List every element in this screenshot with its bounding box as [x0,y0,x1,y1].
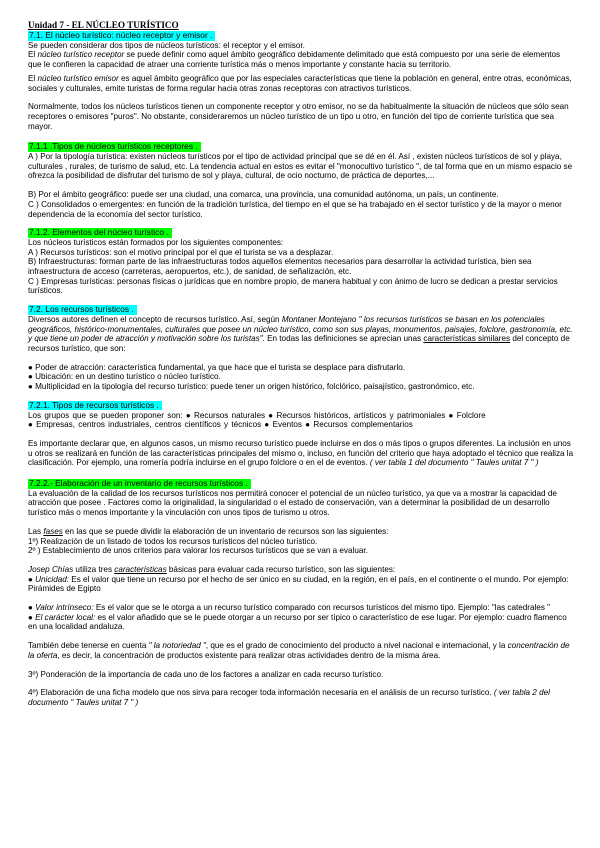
bullet-multiplicidad: ● Multiplicidad en la tipología del recurso turístico: puede tener un origen histórico, folclórico, paisajístico, gastronómico, etc. [28,382,475,392]
step-4: 4º) Elaboración de una ficha modelo que nos sirva para recoger toda información necesaria en el análisis de un recurso turístico. ( ver tabla 2 del documento " Taules unitat 7 " ) [28,688,550,707]
heading-7-1-1: 7.1.1 .Tipos de núcleos turísticos receptores . [28,142,201,152]
bullet-ubicacion: ● Ubicación: en un destino turístico o núcleo turístico. [28,372,221,382]
heading-7-2-2: 7.2.2.- Elaboración de un inventario de recursos turísticos . [28,479,251,489]
paragraph-7-2: Diversos autores definen el concepto de recursos turístico. Así, según Montaner Montejano " los recursos turísticos se basan en los potenciales geográficos, histórico-monumentales, culturales que posee un núcleo turístico, como son sus playas, monumentos, paisajes, folclore, gastronomía, etc. y que tiene un poder de atracción y motivación sobre los turistas". En todas las definiciones se aprecian unas características similares del concepto de recursos turístico, que son: [28,314,573,353]
paragraph-fases: Las fases en las que se puede dividir la elaboración de un inventario de recursos son las siguientes: [28,526,389,536]
paragraph-7-1-intro: Se pueden considerar dos tipos de núcleos turísticos: el receptor y el emisor. [28,40,305,50]
heading-7-1: 7.1. El núcleo turístico: núcleo receptor y emisor . [28,31,215,41]
paragraph-7-1-1-c: C ) Consolidados o emergentes: en función de la tradición turística, del tiempo en el que se ha trabajado en el sector turístico y de la mayor o menor dependencia de la economía del sector turístico. [28,199,562,219]
paragraph-7-2-1-note: Es importante declarar que, en algunos casos, un mismo recurso turístico puede incluirse en dos o más tipos o grupos diferentes. La inclusión en unos u otros se realizará en función de las características principales del mismo o, incluso, en función del criterio que haya adoptado el técnico que realiza la clasificación. Por ejemplo, una romería podría incluirse en el grupo folclore o en el de eventos. ( ver tabla 1 del documento " Taules unitat 7 " ) [28,438,574,468]
paragraph-7-1-1-b: B) Por el ámbito geográfico: puede ser una ciudad, una comarca, una provincia, una comunidad autónoma, un país, un continente. [28,190,499,200]
bullet-valor-intrinseco: ● Valor intrínseco: Es el valor que se le otorga a un recurso turístico comparado con recursos turísticos del mismo tipo. Ejemplo: "las catedrales " [28,603,551,613]
paragraph-7-1-2-b: B) Infraestructuras: forman parte de las infraestructuras todos aquellos elementos necesarios para desarrollar la actividad turística, bien sea infraestructura de acceso (carreteras, aeropuertos, etc.), de sanidad, de señalización, etc. [28,257,532,277]
paragraph-7-1-1-a: A ) Por la tipología turística: existen núcleos turísticos por el tipo de actividad principal que se dé en él. Así , existen núcleos turísticos de sol y playa, culturales , rurales, de turismo de salud, etc. La tendencia actual en estos es evitar el "monocultivo turístico ", de tal forma que en un mismo espacio se ofrezca la posibilidad de disfrutar del turismo de sol y playa, cultural, de ocio nocturno, de práctica de deportes,... [28,152,573,181]
heading-7-2-1: 7.2.1. Tipos de recursos turísticos . [28,401,162,411]
paragraph-7-1-2-c: C ) Empresas turísticas: personas físicas o jurídicas que en nombre propio, de manera habitual y con ánimo de lucro se dedican a prestar servicios turísticos. [28,276,558,296]
paragraph-receptor: El núcleo turístico receptor se puede definir como aquel ámbito geográfico debidamente delimitado que está compuesto por una serie de elementos que le confieren la capacidad de atraer una corriente turística más o menos importante y constante hacia su territorio. [28,50,561,70]
step-1: 1º) Realización de un listado de todos los recursos turísticos del núcleo turístico. [28,536,318,546]
heading-7-1-2: 7.1.2. Elementos del núcleo turístico . [28,228,172,238]
step-2: 2º ) Establecimiento de unos criterios para valorar los recursos turísticos que se van a evaluar. [28,546,368,556]
bullet-poder-atraccion: ● Poder de atracción: característica fundamental, ya que hace que el turista se desplace para disfrutarlo. [28,362,406,372]
step-3: 3º) Ponderación de la importancia de cada uno de los factores a analizar en cada recurso turístico. [28,669,384,679]
paragraph-7-2-1-groups-1: Los grupos que se pueden proponer son: ● Recursos naturales ● Recursos históricos, artísticos y patrimoniales ● Folclore [28,410,486,420]
paragraph-emisor: El núcleo turístico emisor es aquel ámbito geográfico que por las especiales características que tiene la población en general, entre otras, económicas, sociales y culturales, emite turistas de forma regular hacia otras zonas receptoras con atractivos turísticos. [28,73,572,93]
page-title: Unidad 7 - EL NÚCLEO TURÍSTICO [28,20,179,30]
paragraph-normalmente: Normalmente, todos los núcleos turísticos tienen un componente receptor y otro emisor, no se da habitualmente la situación de núcleos que sólo sean receptores o emisores "puros". No obstante, consideraremos un núcleo turístico de un tipo u otro, en función del tipo de corriente turística que sea mayor. [28,102,569,131]
paragraph-notoriedad: También debe tenerse en cuenta " la notoriedad ", que es el grado de conocimiento del producto a nivel nacional e internacional, y la concentración de la oferta, es decir, la concentración de productos existente para realizar otras actividades dentro de la misma área. [28,641,570,660]
paragraph-chias: Josep Chías utiliza tres características básicas para evaluar cada recurso turístico, son las siguientes: [28,564,396,574]
paragraph-7-1-2-intro: Los núcleos turísticos están formados por los siguientes componentes: [28,237,284,247]
paragraph-7-2-2-intro: La evaluación de la calidad de los recursos turísticos nos permitirá conocer el potencial de un núcleo turístico, ya que va a mostrar la capacidad de atracción que posee . Factores como la originalidad, la singularidad o el estado de conservación, van a determinar la posibilidad de un desarrollo turístico más o menos importante y la vinculación con unos tipos de turismo u otros. [28,488,557,518]
bullet-unicidad: ● Unicidad: Es el valor que tiene un recurso por el hecho de ser único en su ciudad, en la región, en el país, en el continente o el mundo. Por ejemplo: Pirámides de Egipto [28,574,569,594]
bullet-caracter-local: ● El carácter local: es el valor añadido que se le puede otorgar a un recurso por ser típico o característico de ese lugar. Por ejemplo: cuadro flamenco en una localidad andaluza. [28,612,567,632]
heading-7-2: 7.2. Los recursos turísticos . [28,305,137,315]
paragraph-7-2-1-groups-2: ● Empresas, centros industriales, centros científicos y técnicos ● Eventos ● Recursos complementarios [28,420,413,430]
paragraph-7-1-2-a: A ) Recursos turísticos: son el motivo principal por el que el turista se va a desplazar. [28,247,334,257]
